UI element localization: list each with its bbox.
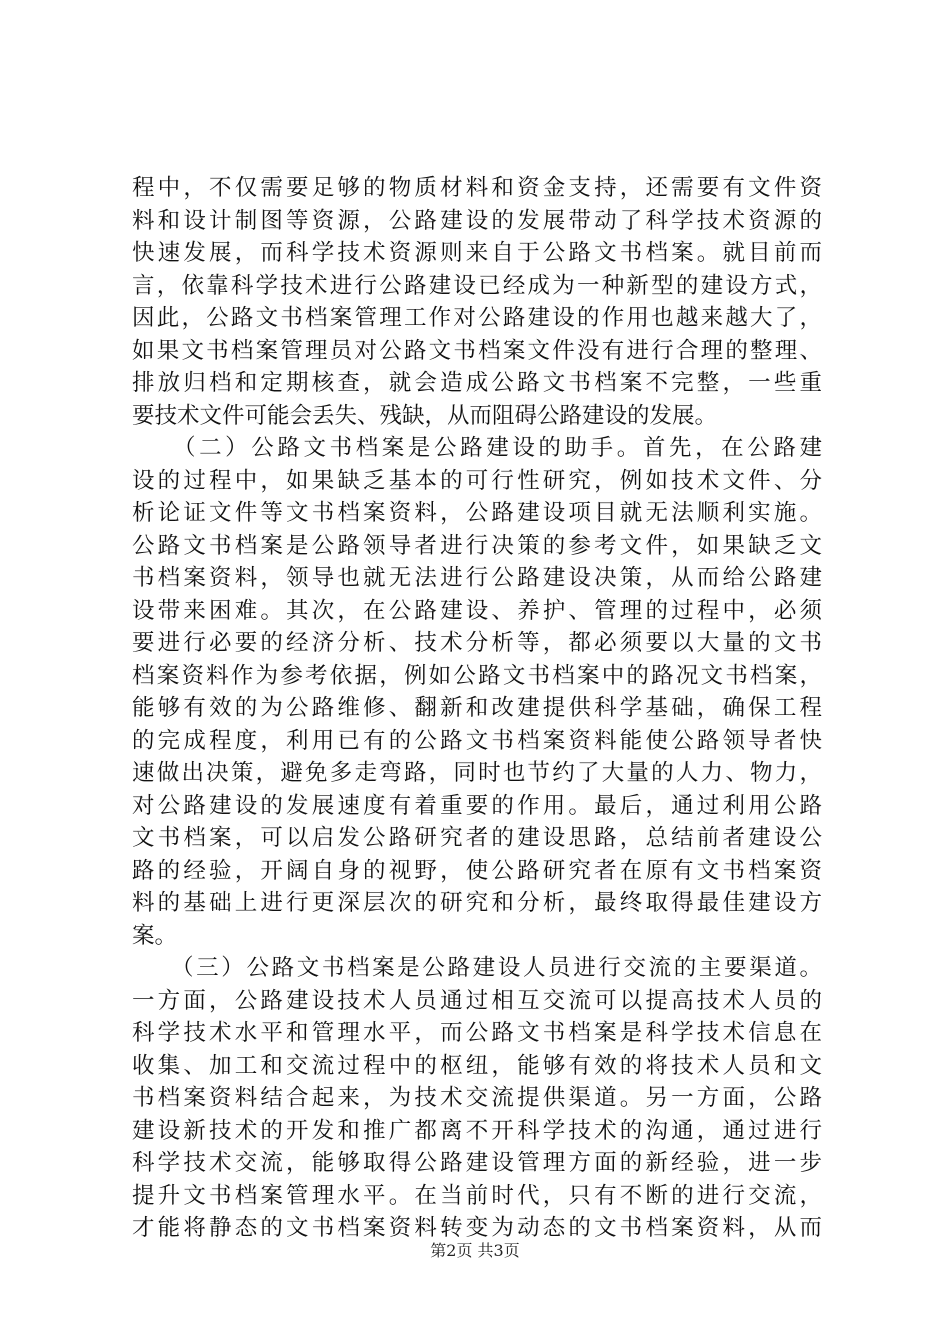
text-line: 才能将静态的文书档案资料转变为动态的文书档案资料，从而 [132, 1215, 822, 1241]
text-line: 案。 [132, 922, 178, 949]
text-line: 书档案资料结合起来，为技术交流提供渠道。另一方面，公路 [132, 1085, 822, 1111]
text-line: 科学技术水平和管理水平，而公路文书档案是科学技术信息在 [132, 1020, 822, 1046]
body-text [132, 172, 822, 1245]
text-line: 档案资料作为参考依据，例如公路文书档案中的路况文书档案， [132, 662, 822, 689]
text-line: 科学技术交流，能够取得公路建设管理方面的新经验，进一步 [132, 1150, 822, 1176]
text-line: 料和设计制图等资源，公路建设的发展带动了科学技术资源的 [132, 207, 822, 234]
text-line: 路的经验，开阔自身的视野，使公路研究者在原有文书档案资 [132, 857, 822, 884]
text-line: 快速发展，而科学技术资源则来自于公路文书档案。就目前而 [132, 240, 822, 266]
text-line: 一方面，公路建设技术人员通过相互交流可以提高技术人员的 [132, 987, 822, 1014]
text-line: 建设新技术的开发和推广都离不开科学技术的沟通，通过进行 [132, 1117, 822, 1144]
text-line: 的完成程度，利用已有的公路文书档案资料能使公路领导者快 [132, 727, 822, 754]
text-line: 言，依靠科学技术进行公路建设已经成为一种新型的建设方式， [132, 272, 822, 299]
text-line: 提升文书档案管理水平。在当前时代，只有不断的进行交流， [132, 1182, 822, 1209]
text-line: 料的基础上进行更深层次的研究和分析，最终取得最佳建设方 [132, 890, 822, 916]
text-line: 如果文书档案管理员对公路文书档案文件没有进行合理的整理、 [132, 337, 822, 364]
text-line: 程中，不仅需要足够的物质材料和资金支持，还需要有文件资 [132, 175, 822, 201]
text-line: 公路文书档案是公路领导者进行决策的参考文件，如果缺乏文 [132, 532, 822, 559]
text-line: 析论证文件等文书档案资料，公路建设项目就无法顺利实施。 [132, 500, 822, 526]
text-line: 文书档案，可以启发公路研究者的建设思路，总结前者建设公 [132, 825, 822, 851]
text-line: 要技术文件可能会丢失、残缺，从而阻碍公路建设的发展。 [132, 402, 718, 429]
text-line: 能够有效的为公路维修、翻新和改建提供科学基础，确保工程 [132, 695, 822, 721]
text-line: 对公路建设的发展速度有着重要的作用。最后，通过利用公路 [132, 792, 822, 819]
page-number-label: 第2页 共3页 [430, 1241, 520, 1260]
text-line: （二）公路文书档案是公路建设的助手。首先，在公路建 [132, 435, 822, 461]
text-line: 设带来困难。其次，在公路建设、养护、管理的过程中，必须 [132, 597, 822, 624]
text-line: 排放归档和定期核查，就会造成公路文书档案不完整，一些重 [132, 370, 822, 396]
text-line: 设的过程中，如果缺乏基本的可行性研究，例如技术文件、分 [132, 467, 822, 494]
text-line: 书档案资料，领导也就无法进行公路建设决策，从而给公路建 [132, 565, 822, 591]
text-line: （三）公路文书档案是公路建设人员进行交流的主要渠道。 [132, 955, 822, 981]
text-line: 因此，公路文书档案管理工作对公路建设的作用也越来越大了， [132, 305, 822, 331]
text-line: 要进行必要的经济分析、技术分析等，都必须要以大量的文书 [132, 630, 822, 656]
text-line: 速做出决策，避免多走弯路，同时也节约了大量的人力、物力， [132, 760, 822, 786]
page-footer [0, 1241, 950, 1261]
text-line: 收集、加工和交流过程中的枢纽，能够有效的将技术人员和文 [132, 1052, 822, 1079]
